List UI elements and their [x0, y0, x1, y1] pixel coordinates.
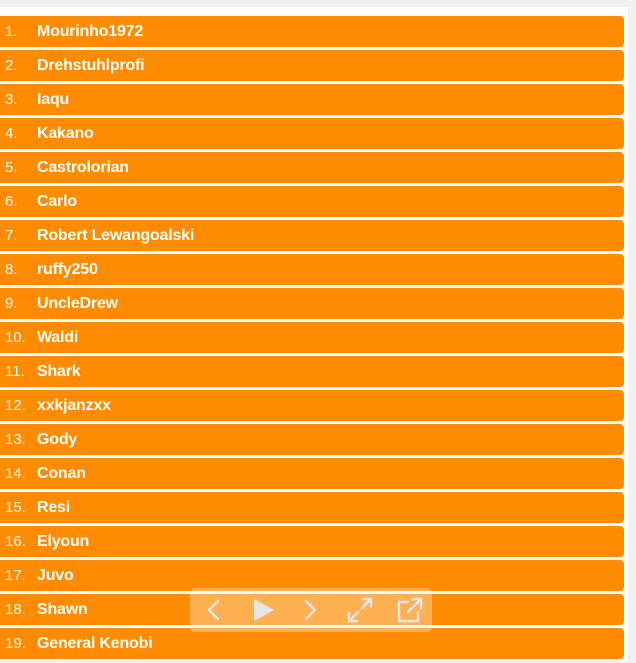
ranking-row	[0, 152, 624, 183]
rank-number: 5.	[5, 159, 18, 176]
ranking-row	[0, 288, 624, 319]
rank-number: 3.	[5, 91, 18, 108]
player-name: Conan	[37, 464, 86, 482]
expand-icon[interactable]	[345, 595, 375, 625]
rank-number: 1.	[5, 23, 18, 40]
player-name: xxkjanzxx	[37, 396, 111, 414]
rank-number: 14.	[5, 465, 26, 482]
rank-number: 8.	[5, 261, 18, 278]
ranking-row	[0, 118, 624, 149]
player-name: Resi	[37, 498, 70, 516]
ranking-row	[0, 628, 624, 659]
rank-number: 15.	[5, 499, 26, 516]
rank-number: 17.	[5, 567, 26, 584]
player-name: UncleDrew	[37, 294, 118, 312]
player-name: Juvo	[37, 566, 74, 584]
player-name: Mourinho1972	[37, 22, 144, 40]
chevron-right-icon[interactable]	[294, 595, 324, 625]
player-name: Gody	[37, 430, 78, 448]
ranking-frame	[0, 7, 628, 661]
player-name: Shawn	[37, 600, 88, 618]
chevron-left-icon[interactable]	[200, 595, 230, 625]
player-name: Iaqu	[37, 90, 70, 108]
player-name: Elyoun	[37, 532, 90, 550]
ranking-row	[0, 254, 624, 285]
ranking-row	[0, 492, 624, 523]
ranking-row	[0, 220, 624, 251]
ranking-row	[0, 186, 624, 217]
player-name: Robert Lewangoalski	[37, 226, 195, 244]
ranking-row	[0, 458, 624, 489]
rank-number: 4.	[5, 125, 18, 142]
ranking-row	[0, 424, 624, 455]
rank-number: 16.	[5, 533, 26, 550]
media-controls-bar	[190, 588, 432, 632]
rank-number: 6.	[5, 193, 18, 210]
rank-number: 2.	[5, 57, 18, 74]
rank-number: 9.	[5, 295, 18, 312]
rank-number: 13.	[5, 431, 26, 448]
rank-number: 11.	[5, 363, 25, 380]
ranking-row	[0, 322, 624, 353]
player-name: ruffy250	[37, 260, 98, 278]
player-name: Kakano	[37, 124, 94, 142]
ranking-row	[0, 390, 624, 421]
player-name: Castrolorian	[37, 158, 129, 176]
player-name: Shark	[37, 362, 81, 380]
player-name: Waldi	[37, 328, 79, 346]
player-name: Carlo	[37, 192, 77, 210]
ranking-row	[0, 84, 624, 115]
external-link-icon[interactable]	[394, 595, 424, 625]
ranking-list	[0, 16, 624, 662]
ranking-row	[0, 50, 624, 81]
rank-number: 10.	[5, 329, 26, 346]
ranking-row	[0, 526, 624, 557]
ranking-row	[0, 16, 624, 47]
rank-number: 12.	[5, 397, 26, 414]
rank-number: 18.	[5, 601, 26, 618]
rank-number: 7.	[5, 227, 18, 244]
player-name: General Kenobi	[37, 634, 153, 652]
ranking-row	[0, 356, 624, 387]
rank-number: 19.	[5, 635, 26, 652]
player-name: Drehstuhlprofi	[37, 56, 145, 74]
ranking-row	[0, 560, 624, 591]
play-icon[interactable]	[248, 595, 278, 625]
